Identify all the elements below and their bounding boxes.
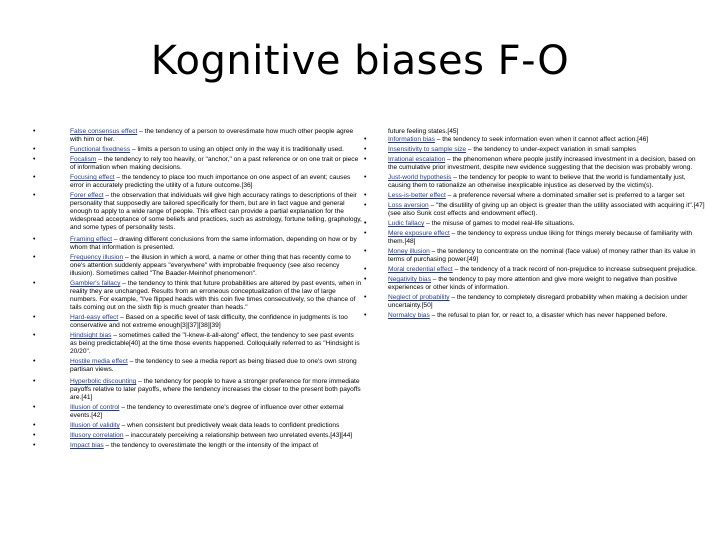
bias-term-link[interactable]: Less-is-better effect [388,192,446,199]
bias-list-item [364,248,705,264]
bias-list-item [30,432,362,440]
right-bias-list [364,128,705,320]
bias-term-link[interactable]: Gambler's fallacy [70,280,121,287]
bias-description: – the tendency to express undue liking for things merely because of familiarity with them.[48] [388,230,693,245]
bias-list-item [364,146,705,154]
bullet-icon: • [33,432,36,439]
bias-description: – the tendency to concentrate on the nominal (face value) of money rather than its value in terms of purchasing power.[49] [388,248,696,263]
bias-list-item [30,146,362,154]
bullet-icon: • [364,294,367,301]
bias-list-item [364,312,705,320]
bias-description: – the tendency to completely disregard probability when making a decision under uncertainty.[50] [388,294,688,309]
bullet-icon: • [33,404,36,411]
bias-description: – the tendency to place too much importance on one aspect of an event; causes error in accurately predicting the utility of a future outcome.[36] [70,174,351,189]
bias-list-item [30,378,362,402]
bias-list-item [30,192,362,232]
bias-description: – the tendency of a track record of non-prejudice to increase subsequent prejudice. [452,266,697,273]
bias-description: – the misuse of games to model real-life situations. [424,220,575,227]
bullet-icon: • [364,156,367,163]
bias-term-link[interactable]: Illusory correlation [70,432,124,439]
bias-term-link[interactable]: Focusing effect [70,174,115,181]
bias-description: – sometimes called the "I-knew-it-all-along" effect, the tendency to see past events as being predictable[40] at the time those events happened. Colloquially referred to as "Hindsight is 20/20". [70,332,360,355]
bullet-icon: • [33,254,36,261]
bullet-icon: • [364,202,367,209]
bias-list-item [364,230,705,246]
bias-term-link[interactable]: Information bias [388,136,435,143]
bullet-icon: • [33,378,36,385]
bias-description: – limits a person to using an object only in the way it is traditionally used. [130,146,344,153]
bias-description: – the illusion in which a word, a name or other thing that has recently come to one's attention suddenly appears "everywhere" with improbable frequency (see also recency illusion). Sometimes called "The Baader-Meinhof phenomenon". [70,254,351,277]
bias-description: future feeling states.[45] [388,128,459,135]
bias-list-item [30,404,362,420]
bias-term-link[interactable]: Ludic fallacy [388,220,425,227]
bias-list-item [364,202,705,218]
bias-term-link[interactable]: False consensus effect [70,128,138,135]
bias-description: – the tendency to overestimate one's degree of influence over other external events.[42] [70,404,344,419]
bullet-icon: • [364,192,367,199]
bias-term-link[interactable]: Loss aversion [388,202,429,209]
bias-list-item [364,276,705,292]
bullet-icon: • [364,230,367,237]
bias-list-item [30,314,362,330]
bullet-icon: • [364,248,367,255]
bullet-icon: • [33,314,36,321]
bias-list-item [364,266,705,274]
bias-term-link[interactable]: Hindsight bias [70,332,112,339]
bias-description: – the refusal to plan for, or react to, a disaster which has never happened before. [429,312,668,319]
bias-description: – the tendency to overestimate the length or the intensity of the impact of [103,442,319,449]
bias-description: – Based on a specific level of task difficulty, the confidence in judgments is too conservative and not extreme enough[3][37][38][39] [70,314,348,329]
bias-term-link[interactable]: Focalism [70,156,97,163]
bias-description: – the tendency for people to want to believe that the world is fundamentally just, causing them to rationalize an otherwise inexplicable injustice as deserved by the victim(s). [388,174,686,189]
bias-list-item [30,236,362,252]
bias-term-link[interactable]: Impact bias [70,442,104,449]
bias-description: – inaccurately perceiving a relationship between two unrelated events.[43][44] [123,432,353,439]
bias-list-item [30,128,362,144]
bullet-icon: • [33,280,36,287]
bullet-icon: • [33,332,36,339]
bias-description: – the tendency to seek information even when it cannot affect action.[46] [434,136,649,143]
bias-description: – the observation that individuals will give high accuracy ratings to descriptions of their personality that supposedly are tailored specifically for them, but are in fact vague and general enough to apply to a wide range of people. This effect can provide a partial explanation for the widespread acceptance of some beliefs and practices, such as astrology, fortune telling, graphology, and some types of personality tests. [70,192,362,231]
bias-description: – drawing different conclusions from the same information, depending on how or by whom that information is presented. [70,236,357,251]
bias-term-link[interactable]: Insensitivity to sample size [388,146,467,153]
bias-list-item [364,220,705,228]
bias-list-item [30,254,362,278]
bias-list-item [364,156,705,172]
bias-list-item [30,358,362,374]
left-bias-list [30,128,362,450]
bias-description: – when consistent but predictively weak data leads to confident predictions [119,422,340,429]
bias-term-link[interactable]: Hard-easy effect [70,314,119,321]
bias-description: – "the disutility of giving up an object is greater than the utility associated with acquiring it".[47] (see also Sunk cost effects and endowment effect). [388,202,705,217]
bias-term-link[interactable]: Neglect of probability [388,294,450,301]
slide-title: Kognitive biases F-O [150,38,570,84]
bias-term-link[interactable]: Irrational escalation [388,156,446,163]
bias-term-link[interactable]: Mere exposure effect [388,230,450,237]
bullet-icon: • [33,174,36,181]
bias-list-item [30,422,362,430]
bias-list-item [30,280,362,312]
bias-description: – the tendency for people to have a stronger preference for more immediate payoffs relative to later payoffs, where the tendency increases the closer to the present both payoffs are.[41] [70,378,361,401]
bias-list-item [364,294,705,310]
bias-term-link[interactable]: Framing effect [70,236,113,243]
bias-list-item [364,136,705,144]
bias-term-link[interactable]: Moral credential effect [388,266,453,273]
bias-list-item [30,332,362,356]
bullet-icon: • [364,266,367,273]
bias-list-item [364,192,705,200]
bullet-icon: • [33,146,36,153]
bias-term-link[interactable]: Money illusion [388,248,430,255]
bullet-icon: • [33,358,36,365]
bias-term-link[interactable]: Hyperbolic discounting [70,378,137,385]
bias-list-item [30,174,362,190]
bullet-icon: • [33,442,36,449]
bullet-icon: • [364,146,367,153]
bias-list-item [30,156,362,172]
bias-term-link[interactable]: Negativity bias [388,276,431,283]
bias-list-item [370,128,705,136]
bullet-icon: • [364,276,367,283]
bullet-icon: • [33,156,36,163]
bullet-icon: • [364,220,367,227]
bullet-icon: • [33,236,36,243]
bias-term-link[interactable]: Normalcy bias [388,312,430,319]
bullet-icon: • [33,128,36,135]
bias-list-item [364,174,705,190]
bullet-icon: • [364,312,367,319]
bias-description: – the tendency of a person to overestimate how much other people agree with him or her. [70,128,354,143]
bias-description: – the tendency to see a media report as being biased due to one's own strong partisan views. [70,358,357,373]
bias-description: – the tendency to pay more attention and give more weight to negative than positive experiences or other kinds of information. [388,276,678,291]
bias-description: – the phenomenon where people justify increased investment in a decision, based on the cumulative prior investment, despite new evidence suggesting that the decision was probably wrong. [388,156,696,171]
bias-description: – the tendency to under-expect variation in small samples [466,146,637,153]
bias-term-link[interactable]: Functional fixedness [70,146,131,153]
bias-description: – the tendency to rely too heavily, or "anchor," on a past reference or on one trait or piece of information when making decisions. [70,156,359,171]
bias-term-link[interactable]: Frequency illusion [70,254,124,261]
bias-description: – the tendency to think that future probabilities are altered by past events, when in reality they are unchanged. Results from an erroneous conceptualization of the law of large numbers. For example, "I've flipped heads with this coin five times consecutively, so the chance of tails coming out on the sixth flip is much greater than heads." [70,280,362,311]
bullet-icon: • [364,136,367,143]
bias-term-link[interactable]: Hostile media effect [70,358,128,365]
bias-term-link[interactable]: Just-world hypothesis [388,174,452,181]
bias-description: – a preference reversal where a dominated smaller set is preferred to a larger set [445,192,685,199]
bullet-icon: • [364,174,367,181]
bias-term-link[interactable]: Forer effect [70,192,104,199]
bullet-icon: • [33,422,36,429]
bullet-icon: • [33,192,36,199]
bias-list-item [30,442,362,450]
bias-term-link[interactable]: Illusion of validity [70,422,120,429]
bias-term-link[interactable]: Illusion of control [70,404,120,411]
